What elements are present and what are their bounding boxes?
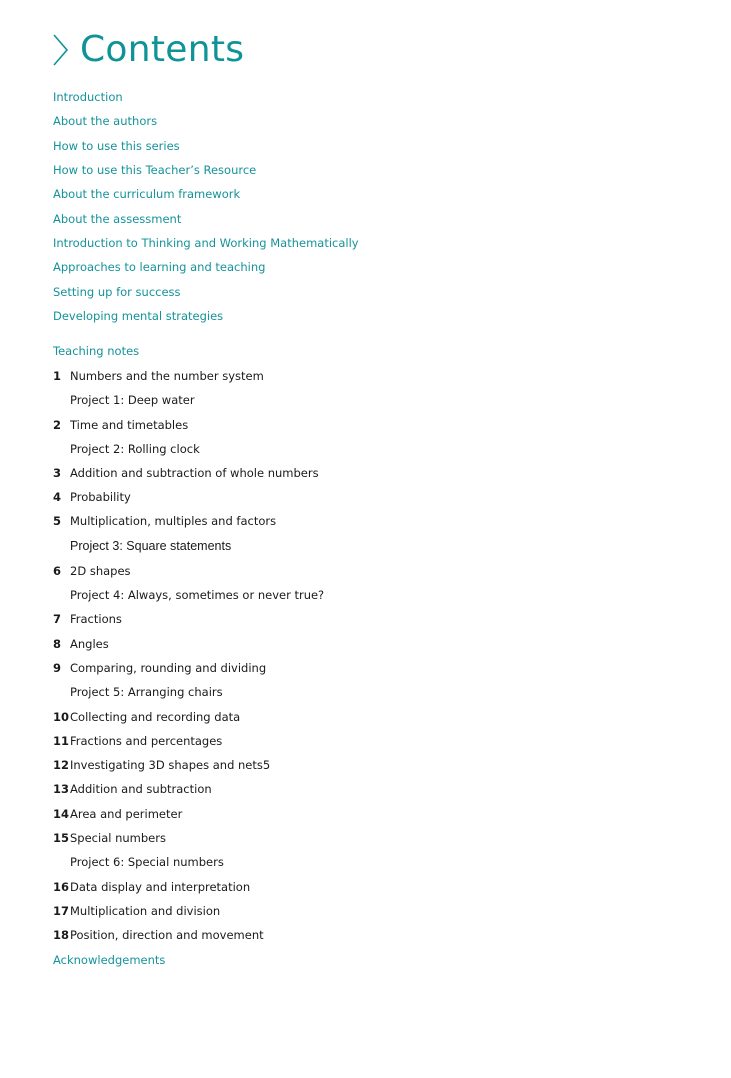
entry-label: Probability	[70, 490, 131, 504]
entry-label: Project 5: Arranging chairs	[70, 685, 223, 699]
entry-label: Addition and subtraction of whole numbers	[70, 466, 319, 480]
toc-link-mental-strategies[interactable]: Developing mental strategies	[53, 309, 224, 323]
toc-link-thinking-working[interactable]: Introduction to Thinking and Working Mathematically	[53, 236, 359, 250]
entry-label: Collecting and recording data	[70, 710, 241, 724]
toc-link-how-to-use-resource[interactable]: How to use this Teacher’s Resource	[53, 163, 257, 177]
toc-link-teaching-notes[interactable]: Teaching notes	[53, 344, 140, 358]
page-title: Contents	[80, 29, 245, 70]
entry-label: Fractions	[70, 612, 122, 626]
entry-number: 10	[53, 710, 70, 724]
entry-number: 12	[53, 758, 70, 772]
toc-link-approaches[interactable]: Approaches to learning and teaching	[53, 260, 266, 274]
entry-label: Investigating 3D shapes and nets5	[70, 758, 271, 772]
chevron-right-icon	[52, 33, 70, 67]
toc-link-acknowledgements[interactable]: Acknowledgements	[53, 953, 166, 967]
entry-label: 2D shapes	[70, 564, 131, 578]
entry-number: 18	[53, 928, 70, 942]
entry-label: Data display and interpretation	[70, 880, 251, 894]
entry-label: Project 6: Special numbers	[70, 855, 224, 869]
entry-number: 1	[53, 369, 62, 383]
entry-number: 16	[53, 880, 70, 894]
entry-number: 5	[53, 514, 62, 528]
toc-link-assessment[interactable]: About the assessment	[53, 212, 182, 226]
entry-label: Project 3: Square statements	[70, 539, 232, 553]
entry-label: Project 4: Always, sometimes or never true?	[70, 588, 325, 602]
entry-label: Special numbers	[70, 831, 166, 845]
contents-header	[52, 28, 244, 72]
entry-number: 17	[53, 904, 70, 918]
toc-link-how-to-use-series[interactable]: How to use this series	[53, 139, 180, 153]
entry-label: Comparing, rounding and dividing	[70, 661, 267, 675]
entry-number: 7	[53, 612, 62, 626]
entry-number: 9	[53, 661, 62, 675]
entry-number: 8	[53, 637, 62, 651]
entry-number: 4	[53, 490, 62, 504]
entry-label: Multiplication and division	[70, 904, 221, 918]
entry-number: 2	[53, 418, 62, 432]
entry-label: Angles	[70, 637, 109, 651]
entry-number: 14	[53, 807, 70, 821]
entry-number: 6	[53, 564, 62, 578]
toc-link-curriculum-framework[interactable]: About the curriculum framework	[53, 187, 241, 201]
entry-label: Time and timetables	[70, 418, 189, 432]
toc-link-setting-up[interactable]: Setting up for success	[53, 285, 181, 299]
entry-label: Addition and subtraction	[70, 782, 212, 796]
entry-label: Numbers and the number system	[70, 369, 264, 383]
entry-label: Multiplication, multiples and factors	[70, 514, 277, 528]
entry-label: Project 1: Deep water	[70, 393, 195, 407]
entry-number: 3	[53, 466, 62, 480]
entry-number: 11	[53, 734, 70, 748]
entry-number: 15	[53, 831, 70, 845]
toc-link-introduction[interactable]: Introduction	[53, 90, 123, 104]
entry-label: Area and perimeter	[70, 807, 183, 821]
toc-link-about-authors[interactable]: About the authors	[53, 114, 158, 128]
entry-label: Fractions and percentages	[70, 734, 223, 748]
entry-number: 13	[53, 782, 70, 796]
entry-label: Position, direction and movement	[70, 928, 264, 942]
entry-label: Project 2: Rolling clock	[70, 442, 200, 456]
